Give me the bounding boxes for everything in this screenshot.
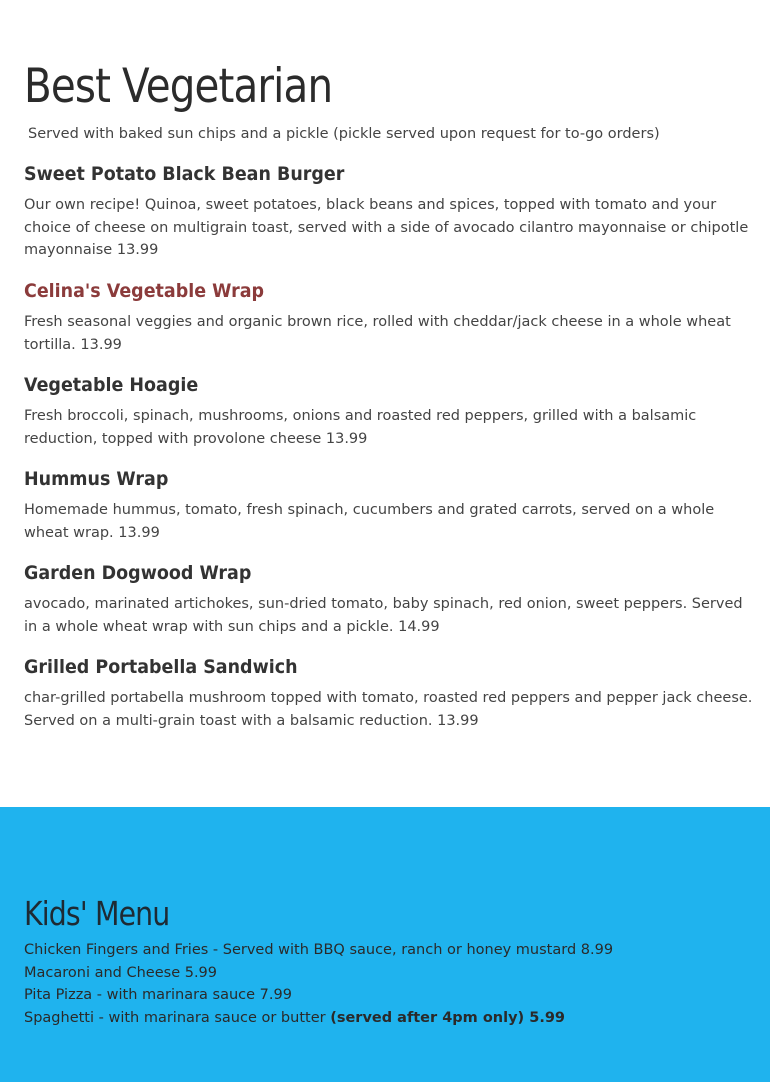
list-item-bold-note: (served after 4pm only) 5.99 <box>330 1009 565 1026</box>
list-item: Chicken Fingers and Fries - Served with BBQ sauce, ranch or honey mustard 8.99 <box>24 942 614 958</box>
list-item: Macaroni and Cheese 5.99 <box>24 964 218 981</box>
section-subtitle: Served with baked sun chips and a pickle (pickle served upon request for to-go orders) <box>28 126 660 142</box>
list-item <box>24 1007 613 1030</box>
menu-item-description: Homemade hummus, tomato, fresh spinach, cucumbers and grated carrots, served on a whole wheat wrap. 13.99 <box>24 502 715 541</box>
kids-menu-section <box>0 807 770 1082</box>
menu-item-name: Garden Dogwood Wrap <box>24 562 252 584</box>
list-item-text: Spaghetti - with marinara sauce or butter <box>24 1009 331 1026</box>
menu-item-description: char-grilled portabella mushroom topped with tomato, roasted red peppers and pepper jack cheese. Served on a multi-grain toast with a balsamic reduction. 13.99 <box>24 690 753 729</box>
menu-item-name: Hummus Wrap <box>24 468 169 490</box>
menu-item-description: avocado, marinated artichokes, sun-dried tomato, baby spinach, red onion, sweet peppers. Served in a whole wheat wrap with sun chips and a pickle. 14.99 <box>24 596 743 635</box>
menu-item-description: Fresh seasonal veggies and organic brown rice, rolled with cheddar/jack cheese in a whole wheat tortilla. 13.99 <box>24 314 731 353</box>
menu-item-name: Vegetable Hoagie <box>24 374 199 396</box>
menu-item-name: Sweet Potato Black Bean Burger <box>24 163 345 185</box>
menu-item-name: Grilled Portabella Sandwich <box>24 656 298 678</box>
menu-item-description: Fresh broccoli, spinach, mushrooms, onions and roasted red peppers, grilled with a balsamic reduction, topped with provolone cheese 13.99 <box>24 408 697 447</box>
menu-item-name[interactable]: Celina's Vegetable Wrap <box>24 280 265 302</box>
kids-menu-list <box>24 939 613 1029</box>
section-title: Best Vegetarian <box>24 59 333 114</box>
menu-item-description: Our own recipe! Quinoa, sweet potatoes, black beans and spices, topped with tomato and your choice of cheese on multigrain toast, served with a side of avocado cilantro mayonnaise or chipotle mayonnaise 13.99 <box>24 197 749 258</box>
section-title: Kids' Menu <box>24 894 170 933</box>
list-item: Pita Pizza - with marinara sauce 7.99 <box>24 987 292 1003</box>
